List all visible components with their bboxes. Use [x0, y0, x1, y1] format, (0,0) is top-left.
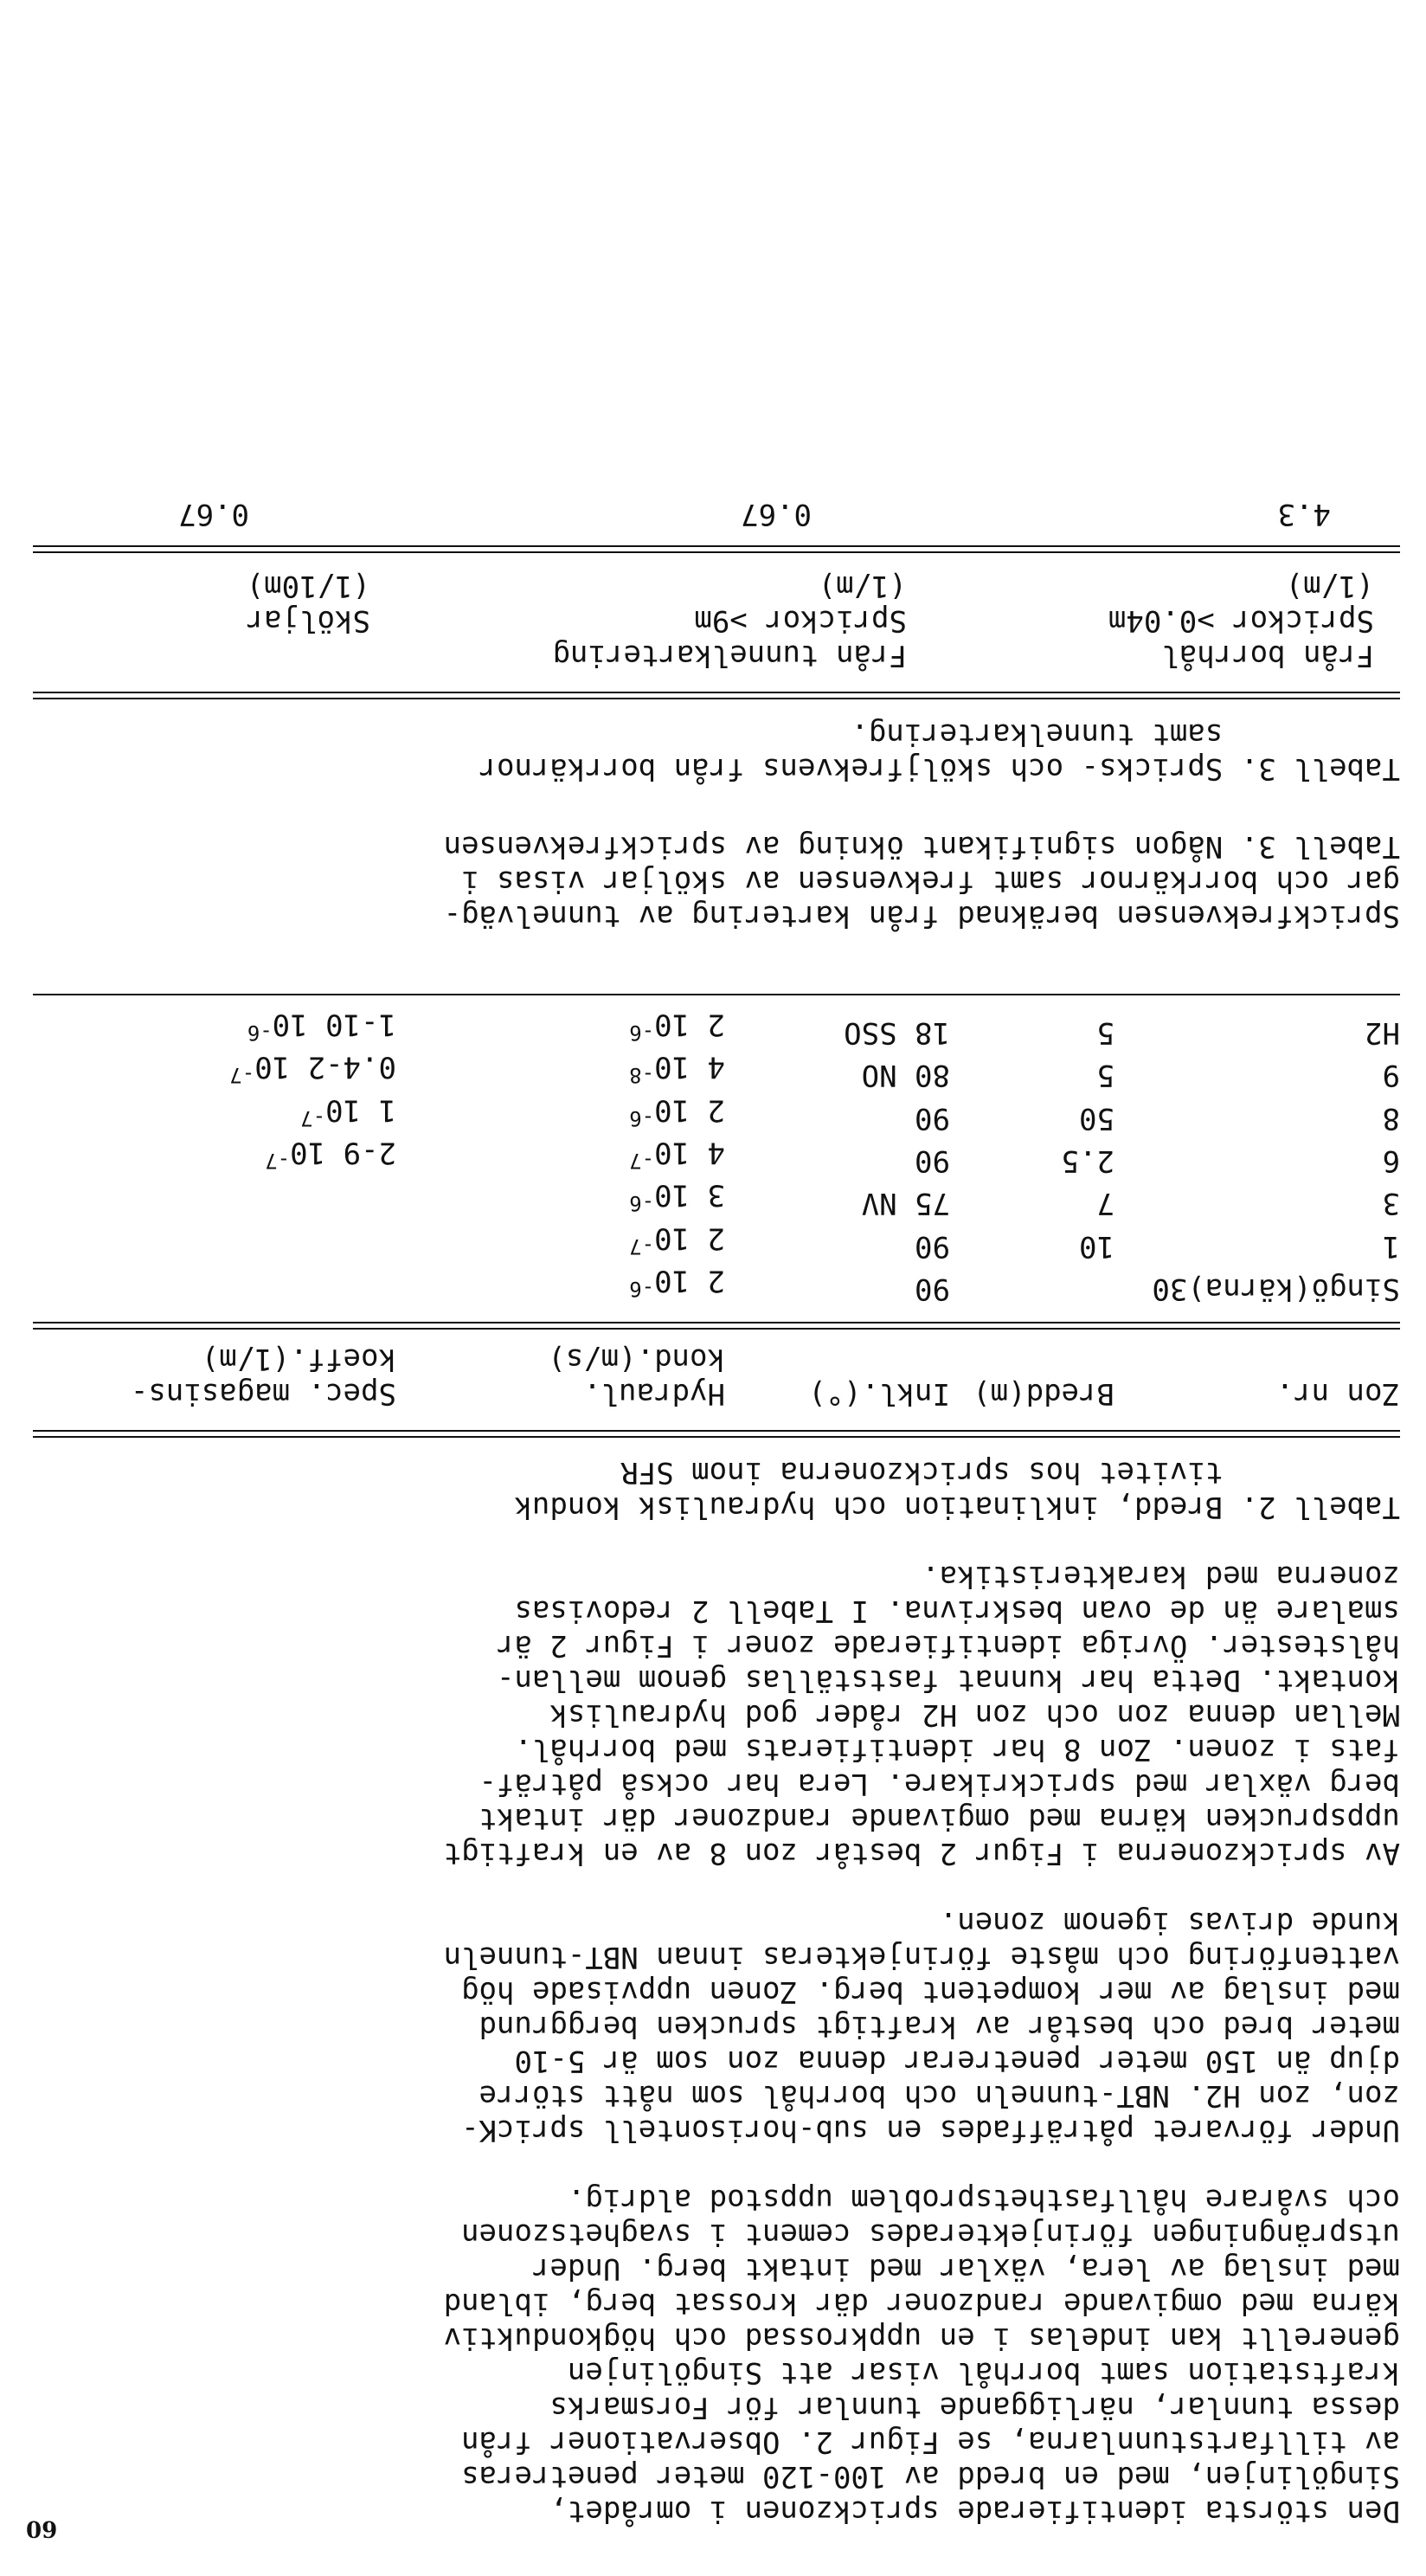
header-inkl: Inkl.(°)	[808, 1376, 950, 1411]
header-cell	[1114, 1342, 1400, 1376]
cell-spec: 0.4-2 $10^{-7}$	[229, 1050, 396, 1088]
text-line: kärna med omgivande randzoner där krossat berg, ibland	[443, 2286, 1400, 2321]
cell-spec	[33, 1178, 396, 1220]
cell-hydraul: 2 $10^{-6}$	[629, 1007, 725, 1046]
text-line: Under förvaret påträffades en sub-horisontell spricK-	[461, 2113, 1400, 2148]
cell-hydraul: 2 $10^{-7}$	[629, 1220, 725, 1259]
cell-inkl: 90	[915, 1143, 950, 1179]
paragraph-zon-h2	[33, 1905, 1400, 2148]
text-line: djup än 150 meter penetrerar denna zon som är 5-10	[514, 2044, 1400, 2078]
cell-zon: 1	[1382, 1228, 1400, 1264]
page-content	[33, 497, 1400, 2528]
cell-bredd	[950, 1264, 1114, 1306]
table-row	[33, 1136, 1400, 1178]
header-cell	[950, 1342, 1114, 1376]
table-3	[33, 569, 1400, 673]
text-line: kraftstation samt borrhål visar att Singölinjen	[567, 2355, 1400, 2390]
cell-zon: 3	[1382, 1186, 1400, 1221]
header-unit: (1/m)	[818, 568, 907, 603]
cell-spec	[33, 1220, 396, 1263]
table-row	[33, 1092, 1400, 1135]
text-line: zon, zon H2. NBT-tunneln och borrhål som nått större	[479, 2078, 1400, 2113]
text-line: generellt kan indelas i en uppkrossad och högkonduktiv	[443, 2321, 1400, 2355]
header-cell	[33, 638, 370, 673]
cell-inkl: 90	[915, 1272, 950, 1306]
text-line: kontakt. Detta har kunnat fastställas genom mellan-	[497, 1663, 1400, 1697]
text-line: meter bred och består av kraftigt sprucken berggrund	[479, 2009, 1400, 2044]
header-cell: kond.(m/s)	[548, 1342, 725, 1376]
table-row	[33, 1264, 1400, 1306]
text-line: zonerna med karakteristika.	[922, 1559, 1400, 1594]
cell-bredd: 2.5	[1061, 1143, 1114, 1179]
cell-spec	[33, 1264, 396, 1306]
cell-hydraul: 3 $10^{-6}$	[629, 1178, 725, 1216]
text-line: berg växlar med sprickrikare. Lera har också påträf-	[479, 1767, 1400, 1801]
paragraph-zon-8	[33, 1559, 1400, 1871]
cell-inkl: 80 NO	[861, 1058, 950, 1093]
table-row	[33, 1220, 1400, 1263]
header-fran-tunnelkartering: Från tunnelkartering	[552, 637, 907, 673]
table-rule	[33, 692, 1400, 699]
paragraph-sprickfrekvens	[33, 829, 1400, 933]
header-unit: (1/10m)	[246, 568, 370, 603]
header-hydraul: Hydraul.	[583, 1376, 725, 1411]
cell-inkl: 90	[915, 1228, 950, 1264]
cell-bredd: 10	[1079, 1228, 1114, 1264]
text-line: gar och borrkärnor samt frekvensen av sköljar visas i	[461, 863, 1400, 898]
cell-spec: 1 $10^{-7}$	[300, 1092, 396, 1130]
paragraph-singolinjen	[33, 2182, 1400, 2528]
cell-zon: 6	[1382, 1143, 1400, 1179]
text-line: med inslag av lera, växlar med intakt berg. Under	[531, 2251, 1400, 2286]
text-line: Den största identifierade sprickzonen i området,	[549, 2494, 1400, 2528]
table-row	[33, 1178, 1400, 1220]
table-row	[33, 1050, 1400, 1092]
cell-hydraul: 4 $10^{-7}$	[629, 1135, 725, 1174]
cell-hydraul: 4 $10^{-8}$	[629, 1050, 725, 1088]
table-2-body	[33, 1008, 1400, 1306]
text-line: av tillfartstunnlarna, se Figur 2. Observationer från	[461, 2425, 1400, 2459]
cell-bredd: 7	[1096, 1186, 1114, 1221]
cell-zon: 9	[1382, 1058, 1400, 1093]
cell-zon: 8	[1382, 1100, 1400, 1136]
caption-line: samt tunnelkartering.	[851, 716, 1400, 751]
page-number: 60	[26, 2515, 58, 2541]
cell-bredd: 50	[1079, 1100, 1114, 1136]
text-line: uppsprucken kärna med omgivande randzoner där intakt	[479, 1801, 1400, 1836]
table-3-caption	[33, 717, 1400, 786]
text-line: dessa tunnlar, närliggande tunnlar för Forsmarks	[549, 2390, 1400, 2425]
text-line: med inslag av mer kompetent berg. Zonen uppvisade hög	[461, 1974, 1400, 2009]
text-line: kunde drivas igenom zonen.	[939, 1905, 1400, 1940]
text-line: Tabell 3. Någon signifikant ökning av sprickfrekvensen	[443, 828, 1400, 864]
cell-bredd: 5	[1096, 1015, 1114, 1051]
text-line: hålstester. Övriga identifierade zoner i Figur 2 är	[497, 1628, 1400, 1663]
text-line: vattenföring och måste förinjekteras innan NBT-tunneln	[443, 1940, 1400, 1974]
text-line: fats i zonen. Zon 8 har identifierats med borrhål.	[514, 1732, 1400, 1767]
text-line: Mellan denna zon och zon H2 råder god hydraulisk	[549, 1697, 1400, 1732]
text-line: Sprickfrekvensen beräknad från kartering av tunnelväg-	[443, 898, 1400, 933]
cell-inkl: 75 NV	[861, 1186, 950, 1221]
cell-bredd: 5	[1096, 1058, 1114, 1093]
table-header-row	[33, 638, 1400, 673]
header-sprickor-tunnel: Sprickor >9m	[694, 602, 907, 638]
table-row	[33, 497, 1400, 531]
table-2	[33, 1008, 1400, 1411]
cell-inkl: 90	[915, 1100, 950, 1136]
value-sprickor-borrhal: 4.3	[1277, 496, 1331, 531]
text-line: utsprängningen förinjekterades cement i svaghetszonen	[461, 2217, 1400, 2251]
table-header-row	[33, 603, 1400, 638]
caption-line: Tabell 3. Spricks- och sköljfrekvens från borrkärnor	[479, 750, 1400, 786]
header-unit: (1/m)	[1285, 568, 1374, 603]
table-rule	[33, 994, 1400, 995]
cell-spec: 1-10 $10^{-6}$	[247, 1007, 396, 1046]
table-2-caption	[33, 1455, 1400, 1524]
text-line: och svårare hållfasthetsproblem uppstod aldrig.	[567, 2182, 1400, 2217]
value-skoljar: 0.67	[178, 496, 249, 531]
text-line: Singölinjen, med en bredd av 100-120 meter penetreras	[461, 2459, 1400, 2494]
table-header-row	[33, 1376, 1400, 1411]
table-rule	[33, 1430, 1400, 1438]
table-header-row	[33, 569, 1400, 603]
cell-inkl: 18 SSO	[844, 1015, 950, 1051]
text-line: Av sprickzonerna i Figur 2 består zon 8 av en kraftigt	[443, 1836, 1400, 1871]
header-sprickor-borrhal: Sprickor >0.04m	[1108, 602, 1374, 638]
caption-line: tivitet hos sprickzonerna inom SFR	[620, 1455, 1400, 1490]
header-bredd: Bredd(m)	[973, 1376, 1114, 1411]
caption-line: Tabell 2. Bredd, inklination och hydraulisk konduk	[514, 1490, 1400, 1524]
table-row	[33, 1008, 1400, 1050]
cell-zon: H2	[1365, 1015, 1400, 1051]
table-3-values	[33, 497, 1400, 531]
table-rule	[33, 545, 1400, 553]
header-zon: Zon nr.	[1275, 1376, 1400, 1411]
header-skoljar: Sköljar	[246, 602, 370, 638]
table-rule	[33, 1322, 1400, 1330]
table-header-row	[33, 1342, 1400, 1376]
cell-hydraul: 2 $10^{-6}$	[629, 1092, 725, 1130]
header-fran-borrhal: Från borrhål	[1161, 637, 1374, 673]
cell-spec: 2-9 $10^{-7}$	[265, 1135, 396, 1174]
value-sprickor-tunnel: 0.67	[741, 496, 812, 531]
header-cell	[725, 1342, 950, 1376]
text-line: smalare än de ovan beskrivna. I Tabell 2 redovisas	[514, 1594, 1400, 1628]
header-cell: koeff.(1/m)	[201, 1342, 396, 1376]
cell-zon: Singö(kärna)30	[1152, 1272, 1400, 1306]
header-spec: Spec. magasins-	[130, 1376, 396, 1411]
cell-hydraul: 2 $10^{-6}$	[629, 1263, 725, 1301]
